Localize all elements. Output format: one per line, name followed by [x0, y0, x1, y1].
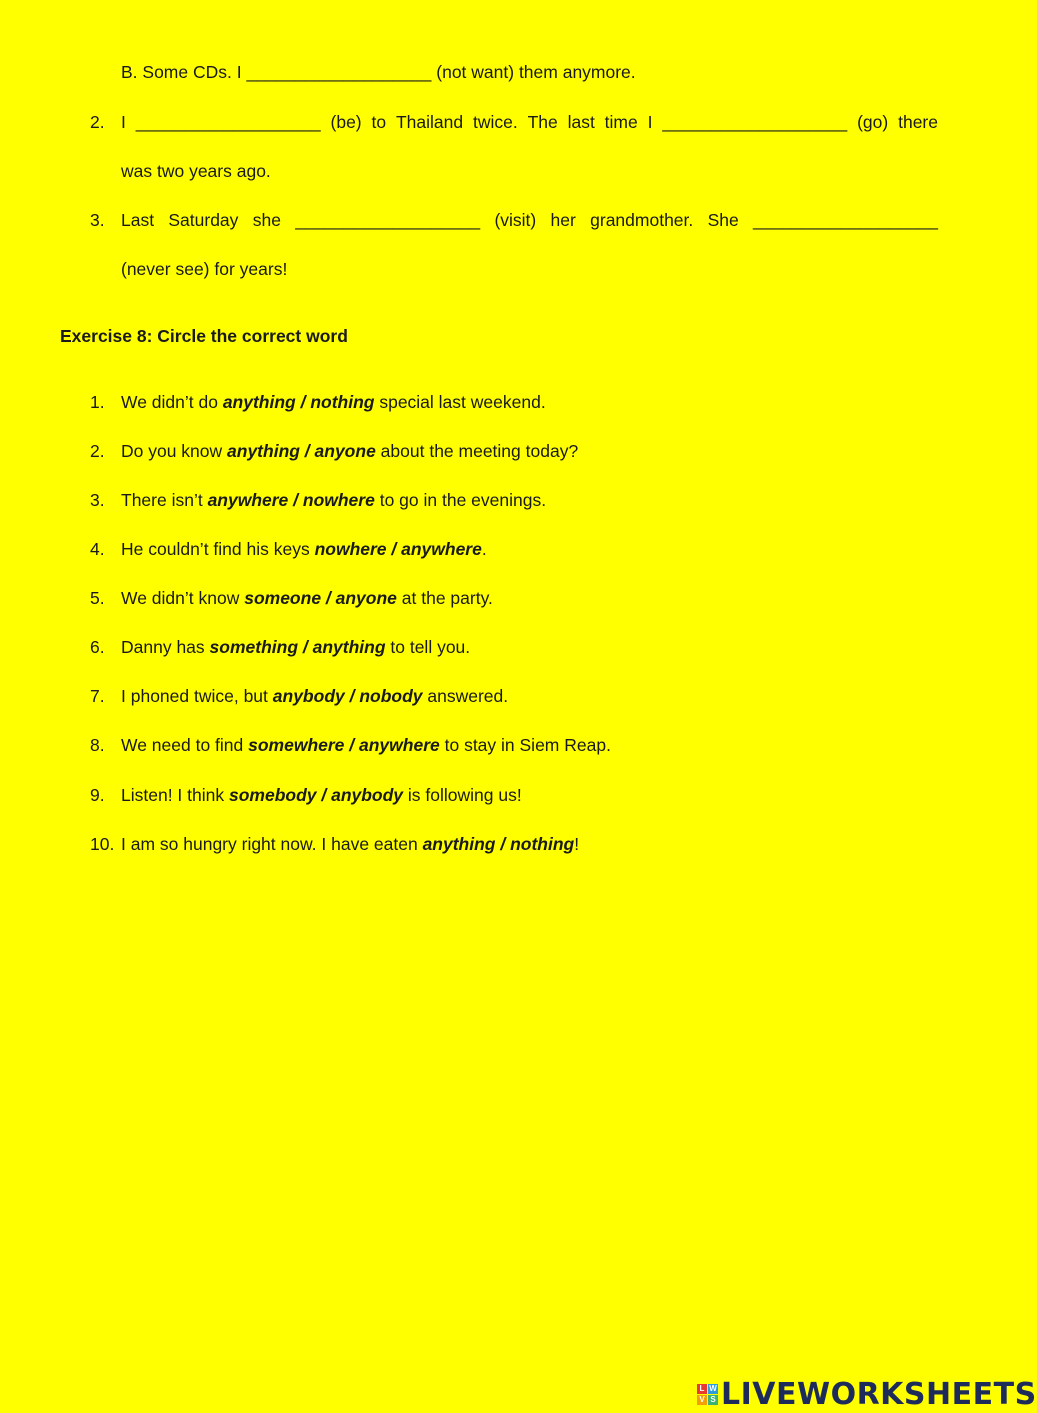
question-number: 2. — [90, 441, 105, 461]
question-text: Do you know — [121, 441, 228, 461]
sentence-word: grandmother. — [590, 210, 694, 230]
question-text: We didn’t do — [121, 392, 223, 412]
logo-text: LIVEWORKSHEETS — [721, 1376, 1037, 1412]
item-3-number: 3. — [90, 210, 105, 230]
question-number: 6. — [90, 637, 105, 657]
question-text: I phoned twice, but — [121, 686, 273, 706]
question-text: to go in the evenings. — [374, 490, 547, 510]
item-b-line — [121, 61, 636, 83]
sentence-word: The — [527, 112, 558, 132]
answer-blank[interactable]: ___________________ — [662, 112, 848, 132]
word-choice[interactable]: anything / nothing — [222, 392, 375, 412]
question-item — [90, 734, 611, 756]
question-text: to stay in Siem Reap. — [439, 735, 611, 755]
answer-blank[interactable]: ___________________ — [135, 112, 321, 132]
sentence-word: (go) — [857, 112, 889, 132]
question-item — [90, 685, 508, 707]
word-choice[interactable]: anywhere / nowhere — [207, 490, 375, 510]
question-text: answered. — [422, 686, 509, 706]
sentence-word: Saturday — [168, 210, 239, 230]
word-choice[interactable]: somewhere / anywhere — [248, 735, 440, 755]
item-2-continuation: was two years ago. — [121, 161, 271, 181]
question-item — [90, 489, 546, 511]
question-number: 10. — [90, 834, 115, 854]
sentence-word: twice. — [472, 112, 518, 132]
sentence-word: (be) — [330, 112, 362, 132]
question-item — [90, 538, 487, 560]
question-item — [90, 391, 546, 413]
question-text: to tell you. — [385, 637, 471, 657]
item-2-number: 2. — [90, 112, 105, 132]
question-item — [90, 440, 578, 462]
item-b-hint: (not want) them anymore. — [436, 62, 636, 82]
item-2-line — [121, 111, 938, 133]
question-text: There isn’t — [121, 490, 208, 510]
sentence-word: I — [647, 112, 653, 132]
answer-blank[interactable]: ___________________ — [753, 210, 938, 230]
sentence-word: time — [604, 112, 638, 132]
logo-mark-icon: L W V S — [697, 1384, 718, 1405]
question-text: Listen! I think — [121, 785, 229, 805]
sentence-word: (visit) — [494, 210, 537, 230]
answer-blank[interactable]: ___________________ — [246, 62, 432, 82]
sentence-word: to — [371, 112, 387, 132]
sentence-word: there — [898, 112, 938, 132]
item-b-text: B. Some CDs. I — [121, 62, 242, 82]
question-text: about the meeting today? — [375, 441, 579, 461]
answer-blank[interactable]: ___________________ — [295, 210, 481, 230]
question-text: We need to find — [121, 735, 249, 755]
sentence-word: last — [567, 112, 595, 132]
sentence-word: she — [252, 210, 281, 230]
word-choice[interactable]: someone / anyone — [244, 588, 397, 608]
question-text: We didn’t know — [121, 588, 245, 608]
question-text: He couldn’t find his keys — [121, 539, 315, 559]
sentence-word: She — [707, 210, 739, 230]
question-text: is following us! — [403, 785, 522, 805]
sentence-word: her — [550, 210, 576, 230]
question-text: Danny has — [121, 637, 210, 657]
word-choice[interactable]: anything / anyone — [227, 441, 376, 461]
question-item — [90, 784, 522, 806]
question-text: . — [481, 539, 487, 559]
word-choice[interactable]: anybody / nobody — [272, 686, 423, 706]
liveworksheets-logo — [697, 1378, 1037, 1410]
word-choice[interactable]: something / anything — [209, 637, 386, 657]
sentence-word: I — [121, 112, 126, 132]
question-number: 4. — [90, 539, 105, 559]
question-text: I am so hungry right now. I have eaten — [121, 834, 423, 854]
question-number: 8. — [90, 735, 105, 755]
question-number: 3. — [90, 490, 105, 510]
word-choice[interactable]: nowhere / anywhere — [314, 539, 482, 559]
question-number: 9. — [90, 785, 105, 805]
question-number: 1. — [90, 392, 105, 412]
question-text: special last weekend. — [374, 392, 546, 412]
word-choice[interactable]: somebody / anybody — [228, 785, 404, 805]
word-choice[interactable]: anything / nothing — [422, 834, 575, 854]
question-item — [90, 587, 493, 609]
item-3-line — [121, 209, 938, 231]
question-text: at the party. — [396, 588, 493, 608]
question-number: 7. — [90, 686, 105, 706]
item-3-continuation: (never see) for years! — [121, 259, 288, 279]
question-item — [90, 833, 579, 855]
sentence-word: Thailand — [395, 112, 464, 132]
question-number: 5. — [90, 588, 105, 608]
question-item — [90, 636, 470, 658]
sentence-word: Last — [121, 210, 155, 230]
question-text: ! — [574, 834, 580, 854]
exercise-8-heading: Exercise 8: Circle the correct word — [60, 326, 348, 346]
